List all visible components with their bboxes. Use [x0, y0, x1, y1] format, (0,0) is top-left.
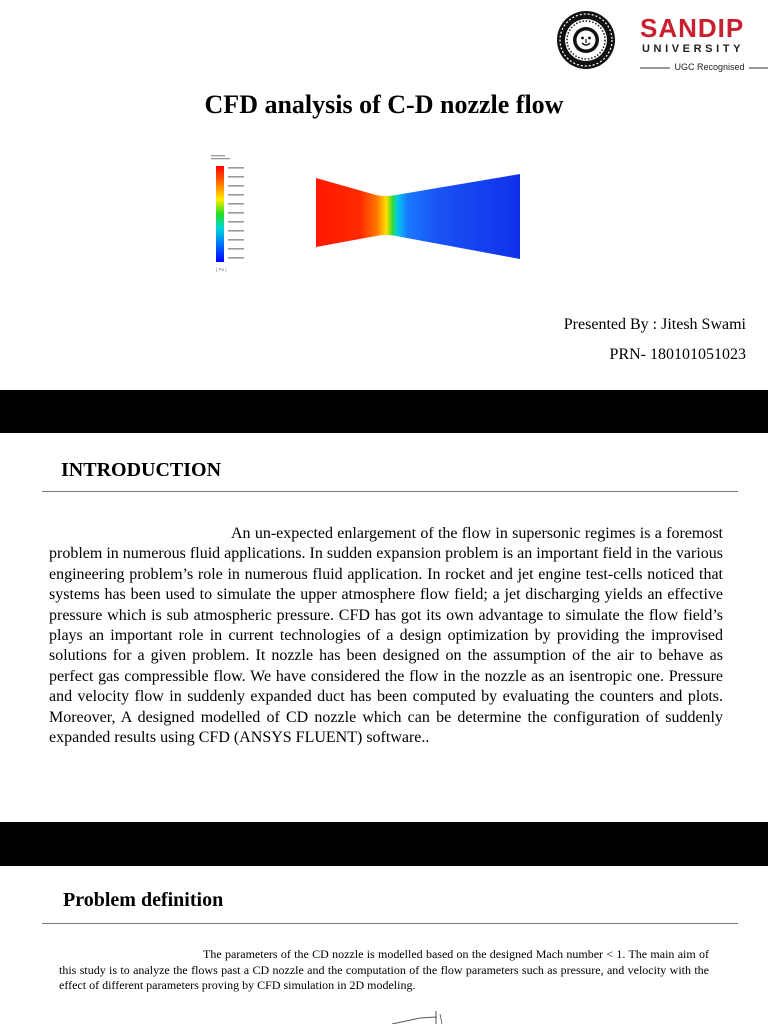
problem-definition-heading: Problem definition [63, 889, 224, 911]
slide-separator [0, 390, 768, 433]
introduction-heading: INTRODUCTION [61, 459, 222, 481]
lion-seal-icon [556, 10, 616, 70]
university-logo [556, 10, 756, 70]
legend-header [211, 155, 230, 159]
tag-dash [640, 65, 672, 71]
legend-colorbar [216, 166, 224, 262]
slide-separator [0, 822, 768, 866]
legend-unit: [ Pa ] [216, 267, 227, 272]
brand-tagline [640, 62, 768, 73]
legend-ticks [228, 167, 244, 259]
brand-subtitle: UNIVERSITY [642, 43, 745, 55]
introduction-body: An un-expected enlargement of the flow in supersonic regimes is a foremost problem in numerous fluid applications. In sudden expansion problem is an important field in the various engineering problem’s role in numerous fluid application. In rocket and jet engine test-cells noticed that systems has been used to simulate the upper atmosphere flow field; a jet discharging yields an effective pressure which is sub atmospheric pressure. CFD has got its own advantage to simulate the flow field’s plays an important role in current technologies of a design optimization by providing the improvised solutions for a given problem. It nozzle has been designed on the assumption of the air to behave as perfect gas compressible flow. We have considered the flow in the nozzle as an isentropic one. Pressure and velocity flow in suddenly expanded duct has been computed by evaluating the counters and plots. Moreover, A designed modelled of CD nozzle which can be determine the configuration of suddenly expanded results using CFD (ANSYS FLUENT) software.. [49, 525, 723, 747]
tag-dash [747, 65, 768, 71]
nozzle-sketch-fragment [392, 1010, 462, 1024]
brand-tag-text: UGC Recognised [674, 62, 745, 72]
pressure-contour-figure [208, 152, 528, 276]
problem-definition-body: The parameters of the CD nozzle is modelled based on the designed Mach number < 1. The main aim of this study is to analyze the flows past a CD nozzle and the computation of the flow parameters such as pressure, and velocity with the effect of different parameters proving by CFD simulation in 2D modeling. [59, 947, 709, 993]
nozzle-contour [316, 174, 520, 259]
heading-divider [42, 491, 738, 492]
presenter-name: Presented By : Jitesh Swami [563, 316, 746, 333]
heading-divider [42, 923, 738, 924]
title-slide [0, 0, 768, 390]
presenter-prn: PRN- 180101051023 [609, 346, 746, 363]
brand-name: SANDIP [640, 13, 745, 43]
slide-title: CFD analysis of C-D nozzle flow [204, 90, 564, 119]
